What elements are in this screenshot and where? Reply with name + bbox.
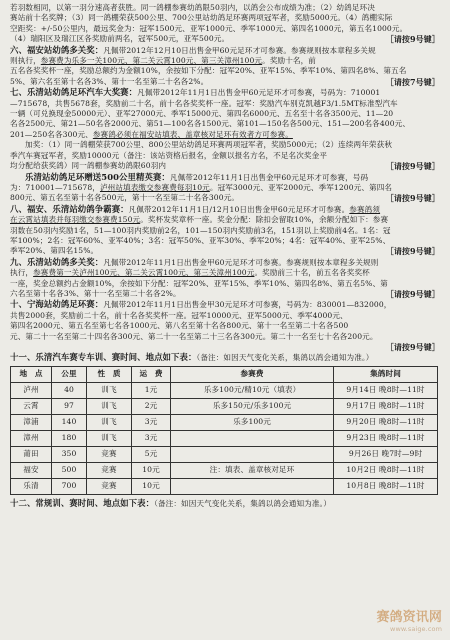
cell-distance: 350 — [52, 446, 87, 462]
text-line: 季军20%、第四名15%。 — [10, 246, 99, 256]
table-header-row — [11, 366, 438, 382]
section-note: （备注：如因天气变化关系，集鸽以鸽会通知为准。） — [154, 498, 332, 508]
cell-type: 竞赛 — [87, 462, 132, 478]
cell-freight: 5元 — [132, 446, 171, 462]
section-heading: 六、福安站幼鸽多关奖： — [10, 44, 104, 55]
text-line: 赛站前十名奖牌；（3）同一鸽棚荣获500公里、700公里站幼鸽足环赛两项冠军者，奖励5000元。（4）鸽棚实际 — [10, 13, 393, 23]
cell-freight: 10元 — [132, 462, 171, 478]
press-key-note: ［请按9号键］ — [385, 161, 440, 172]
cell-collection-time: 9月26日 晚7时—9时 — [334, 446, 438, 462]
underlined-fee-text: 参赛费第一关泸州100元、第二关云霄100元、第三关漳州100元 — [33, 268, 255, 278]
text-line: 一座，奖金总额约占金额10%，余按如下分配：冠军20%、亚军15%、季军10%、第四名8%、第五名5%、第 — [10, 278, 388, 288]
press-key-note: ［请按9号键］ — [385, 34, 440, 45]
column-header: 公里 — [52, 366, 87, 382]
table-row — [11, 398, 438, 414]
cell-location: 泸州 — [11, 382, 52, 398]
table-row — [11, 382, 438, 398]
cell-location: 福安 — [11, 462, 52, 478]
text-line: 。奖励十名，前 — [262, 56, 316, 66]
text-line: 5%、第六名至第十名各3%、第十一名至第二十名各2%。 — [10, 76, 209, 86]
section-heading: 十、宁海站幼鸽足环赛： — [10, 299, 104, 310]
cell-location: 漳浦 — [11, 414, 52, 430]
table-row — [11, 446, 438, 462]
text-line: 凡佩带2012年11月1日出售金甲30元足环才可参赛，号码为：830001—832000， — [103, 300, 392, 310]
text-line: 元、第二十一名至第二十四名各300元、第二十一名至第二十三名各300元。第二十一名至七十名各200元。 — [10, 331, 378, 341]
cell-collection-time: 10月2日 晚8时—11时 — [334, 462, 438, 478]
table-row — [11, 414, 438, 430]
cell-freight: 3元 — [132, 430, 171, 446]
text-line: 一辆（可兑换现金50000元）、亚军27000元、季军15000元、第四名6000元、五名至十名各3500元、11—20 — [10, 109, 394, 119]
underlined-fee-text: 泸州站填表缴交参赛费每羽10元 — [99, 182, 210, 192]
cell-type: 竞赛 — [87, 446, 132, 462]
section-12-regular-schedule — [10, 498, 440, 509]
cell-entry-fee: 注：填表、盖章核对足环 — [171, 462, 334, 478]
text-line: 凡佩带2012年11月1日/12月10日出售金甲60元足环才可参赛。 — [128, 204, 350, 214]
cell-type: 训飞 — [87, 382, 132, 398]
section-5-continuation — [10, 3, 440, 45]
underlined-rule-text: 参赛鸽须 — [349, 204, 381, 214]
cell-freight: 3元 — [132, 414, 171, 430]
press-key-note: ［请按9号键］ — [385, 288, 440, 299]
cell-freight: 10元 — [132, 478, 171, 494]
text-line: 执行， — [10, 268, 34, 278]
press-key-note: ［请按7号键］ — [385, 76, 440, 87]
cell-freight: 2元 — [132, 398, 171, 414]
cell-type: 竞赛 — [87, 478, 132, 494]
text-line: 均分配给获奖鸽）同一鸽棚参赛幼鸽限60羽内 — [10, 161, 167, 171]
underlined-rule-text: 在云霄站填表并每羽缴交参赛费150元 — [10, 215, 141, 225]
section-8-championship — [10, 204, 440, 257]
text-line: 。冠军3000元、亚军2000元、季军1200元、第四名 — [209, 182, 393, 192]
text-line: （4）瑞阳区及瑞江区各奖励前两名，冠军500元，亚军500元。 — [10, 34, 230, 44]
underlined-rule-text: 参赛鸽必须在福安站填表、盖章核对足环有效者方可参赛。 — [92, 129, 293, 139]
section-11-schedule — [10, 352, 440, 494]
press-key-note: ［请按9号键］ — [385, 342, 440, 352]
cell-distance: 700 — [52, 478, 87, 494]
column-header: 性 质 — [87, 366, 132, 382]
text-line: —715678，共售5678套，奖励前二十名，前十名各奖奖杯一座。冠军：奖励汽车别克凯越F3/1.5MT标准型汽车 — [10, 98, 398, 108]
section-9-yueqing-multi-stage — [10, 257, 440, 300]
text-line: 空距奖：+/-50公里内，最远奖金为：冠军1500元、亚军1000元、季军1000元、第四名1000元，第五名1000元。 — [10, 23, 408, 33]
cell-location: 乐清 — [11, 478, 52, 494]
text-line: 五名各奖奖杯一座，奖励总额约为金额10%，余按如下分配：冠军20%、亚军15%、季军10%、第四名8%、第五名 — [10, 66, 407, 76]
cell-distance: 97 — [52, 398, 87, 414]
cell-distance: 180 — [52, 430, 87, 446]
text-line: 为：710001—715678， — [10, 182, 100, 192]
watermark-url: www.saige.com — [390, 624, 442, 633]
cell-freight: 1元 — [132, 382, 171, 398]
cell-collection-time: 9月23日 晚8时—11时 — [334, 430, 438, 446]
section-heading: 十一、乐清汽车赛专车训、赛时间、地点如下表： — [10, 352, 197, 363]
text-line: 凡佩带2012年11月1日出售金甲60元足环才可参赛，号码为：710001 — [137, 88, 381, 98]
column-header: 参赛费 — [171, 366, 334, 382]
text-line: 凡佩带2012年11月1日出售金甲60元足环才可参赛，号码 — [169, 172, 369, 182]
table-row — [11, 478, 438, 494]
cell-entry-fee: 乐多100元 — [171, 414, 334, 430]
watermark-brand: 赛鸽资讯网 — [376, 610, 442, 626]
text-line: 军100%；2名：冠军60%、亚军40%；3名：冠军50%、亚军30%、季军20%；4名：冠军40%、亚军25%、 — [10, 235, 391, 245]
cell-entry-fee — [171, 478, 334, 494]
column-header: 运 费 — [132, 366, 171, 382]
cell-entry-fee — [171, 446, 334, 462]
press-key-note: ［请按9号键］ — [385, 246, 440, 257]
section-6-fuan-multi-stage — [10, 45, 440, 88]
table-row — [11, 430, 438, 446]
section-note: （备注：如因天气变化关系，集鸽以鸽会通知为准。） — [196, 353, 374, 363]
section-10-ninghai-ring-race — [10, 299, 440, 352]
column-header: 地 点 — [11, 366, 52, 382]
text-line: 若羽数相同，以第一羽分速高者获胜。同一鸽棚参赛幼鸽限50羽内，以鸽会公布成绩为准；（2）幼鸽足环决 — [10, 3, 375, 12]
text-line: 加奖：（1）同一鸽棚荣获700公里、800公里站幼鸽足环赛两项冠军者，奖励5000元；（2）连续两年荣获秋 — [25, 140, 393, 150]
cell-distance: 40 — [52, 382, 87, 398]
text-line: 羽数在50羽内奖励1名，51—100羽内奖励前2名，101—150羽内奖励前3名，151羽以上奖励前4名。1名：冠 — [10, 225, 391, 235]
section-heading: 七、乐清站幼鸽足环汽车大奖赛： — [10, 87, 138, 98]
press-key-note: ［请按9号键］ — [385, 193, 440, 204]
underlined-fee-text: 参赛费为乐多一关100元、第二关云霄100元、第三关漳州100元 — [40, 56, 263, 66]
cell-entry-fee: 乐多150元/乐多100元 — [171, 398, 334, 414]
cell-collection-time: 9月20日 晚8时—11时 — [334, 414, 438, 430]
text-line: 则执行， — [10, 56, 41, 66]
section-heading: 十二、常规训、赛时间、地点如下表： — [10, 497, 155, 508]
cell-distance: 500 — [52, 462, 87, 478]
section-heading: 八、福安、乐清站幼鸽争霸赛： — [10, 203, 129, 214]
text-line: 。奖杯发奖章杯一座。奖金分配：除扣会留取10%，余额分配如下：参赛 — [140, 215, 389, 225]
schedule-table — [10, 366, 438, 495]
text-line: 201—250名各300元、 — [10, 129, 93, 139]
text-line: 名各2500元、第21—50名各2000元、第51—100名各1500元、第101—150名各500元、151—200名各400元、 — [10, 119, 411, 129]
text-line: 凡佩带2012年11月1日出售金甲60元足环才可参赛。参赛规则按本章程多关规则 — [103, 257, 379, 267]
text-line: 共售2000套，奖励前二十名，前十名各奖奖杯一座。冠军10000元、亚军5000元、季军4000元、 — [10, 310, 348, 320]
section-heading: 乐清站幼鸽足环赠送500公里精英赛： — [25, 171, 170, 182]
section-7-yueqing-car-race — [10, 87, 440, 171]
cell-type: 训飞 — [87, 398, 132, 414]
cell-collection-time: 9月17日 晚8时—11时 — [334, 398, 438, 414]
column-header: 集鸽时间 — [334, 366, 438, 382]
text-line: 第四名2000元、第五名至第七名各1000元、第八名至第十名各800元、第十一名至第二十名各500 — [10, 321, 349, 331]
text-line: 季汽车赛冠军者，奖励10000元（备注：该站资格后报名，金额以报名方名，不足名次奖金平 — [10, 150, 328, 160]
cell-location: 云霄 — [11, 398, 52, 414]
section-7b-500km-elite — [10, 172, 440, 204]
site-watermark — [376, 610, 442, 634]
cell-entry-fee — [171, 430, 334, 446]
cell-location: 莆田 — [11, 446, 52, 462]
section-heading: 九、乐清站幼鸽多关奖： — [10, 256, 104, 267]
cell-type: 训飞 — [87, 414, 132, 430]
cell-type: 训飞 — [87, 430, 132, 446]
text-line: 800元、第五名至第十名各500元，第十一名至第二十名各300元。 — [10, 193, 240, 203]
cell-entry-fee: 乐多100元/精10元（填表） — [171, 382, 334, 398]
cell-collection-time: 10月8日 晚8时—11时 — [334, 478, 438, 494]
text-line: 六名至第十名各3%、第十一名至第二十名各2%。 — [10, 288, 181, 298]
cell-distance: 140 — [52, 414, 87, 430]
cell-collection-time: 9月14日 晚8时—11时 — [334, 382, 438, 398]
table-row — [11, 462, 438, 478]
text-line: 凡佩带2012年12月10日出售金甲60元足环才可参赛。参赛规则按本章程多关规 — [103, 45, 376, 55]
cell-location: 漳州 — [11, 430, 52, 446]
text-line: 。奖励前三十名，前五名各奖奖杯 — [254, 268, 370, 278]
